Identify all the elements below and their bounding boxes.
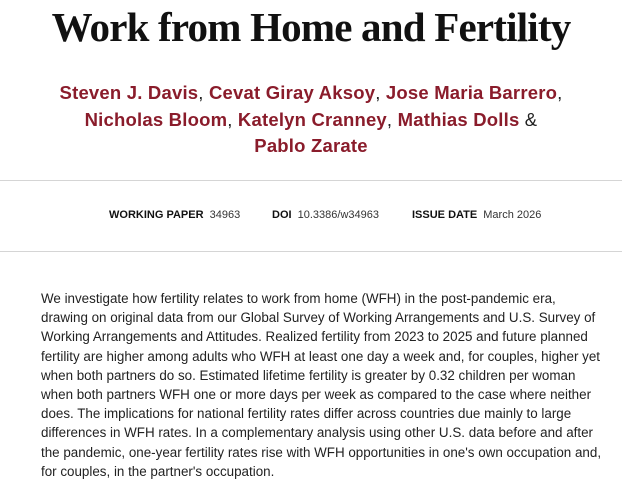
author-link[interactable]: Mathias Dolls: [397, 108, 520, 130]
doi-info: [272, 209, 379, 221]
doi-label: DOI: [272, 209, 292, 221]
author-link[interactable]: Katelyn Cranney: [237, 108, 387, 130]
author-separator: &: [519, 108, 538, 130]
author-separator: ,: [386, 108, 398, 130]
author-separator: ,: [227, 108, 238, 130]
author-separator: ,: [198, 82, 209, 103]
issue-date-value: March 2026: [483, 209, 542, 221]
author-link[interactable]: Jose Maria Barrero: [385, 82, 558, 103]
paper-title: Work from Home and Fertility: [51, 4, 571, 50]
issue-date-info: [412, 209, 541, 221]
issue-date-label: ISSUE DATE: [412, 209, 478, 221]
author-link[interactable]: Nicholas Bloom: [84, 108, 228, 130]
divider-top: [0, 180, 622, 181]
divider-bottom: [0, 251, 622, 252]
author-link[interactable]: Cevat Giray Aksoy: [208, 82, 376, 103]
author-link[interactable]: Pablo Zarate: [254, 135, 368, 156]
author-link[interactable]: Steven J. Davis: [59, 82, 199, 103]
abstract-text: We investigate how fertility relates to work from home (WFH) in the post-pandemic era, drawing on original data from our Global Survey of Working Arrangements and U.S. Survey of Working Arrangements and Attitudes. Realized fertility from 2023 to 2025 and future planned fertility are higher among adults who WFH at least one day a week and, for couples, higher yet when both partners do so. Estimated lifetime fertility is greater by 0.32 children per woman when both partners WFH one or more days per week as compared to the case where neither does. The implications for national fertility rates differ across countries due mainly to large differences in WFH rates. In a complementary analysis using other U.S. data before and after the pandemic, one-year fertility rates rise with WFH opportunities in one's own occupation and, for couples, in the partner's occupation.: [41, 291, 602, 479]
working-paper-label: WORKING PAPER: [109, 209, 204, 221]
author-list: [0, 80, 622, 160]
author-separator: ,: [557, 82, 563, 103]
author-separator: ,: [375, 82, 386, 103]
working-paper-number: 34963: [209, 209, 241, 221]
doi-value[interactable]: 10.3386/w34963: [297, 209, 379, 221]
working-paper-info: [109, 209, 240, 221]
